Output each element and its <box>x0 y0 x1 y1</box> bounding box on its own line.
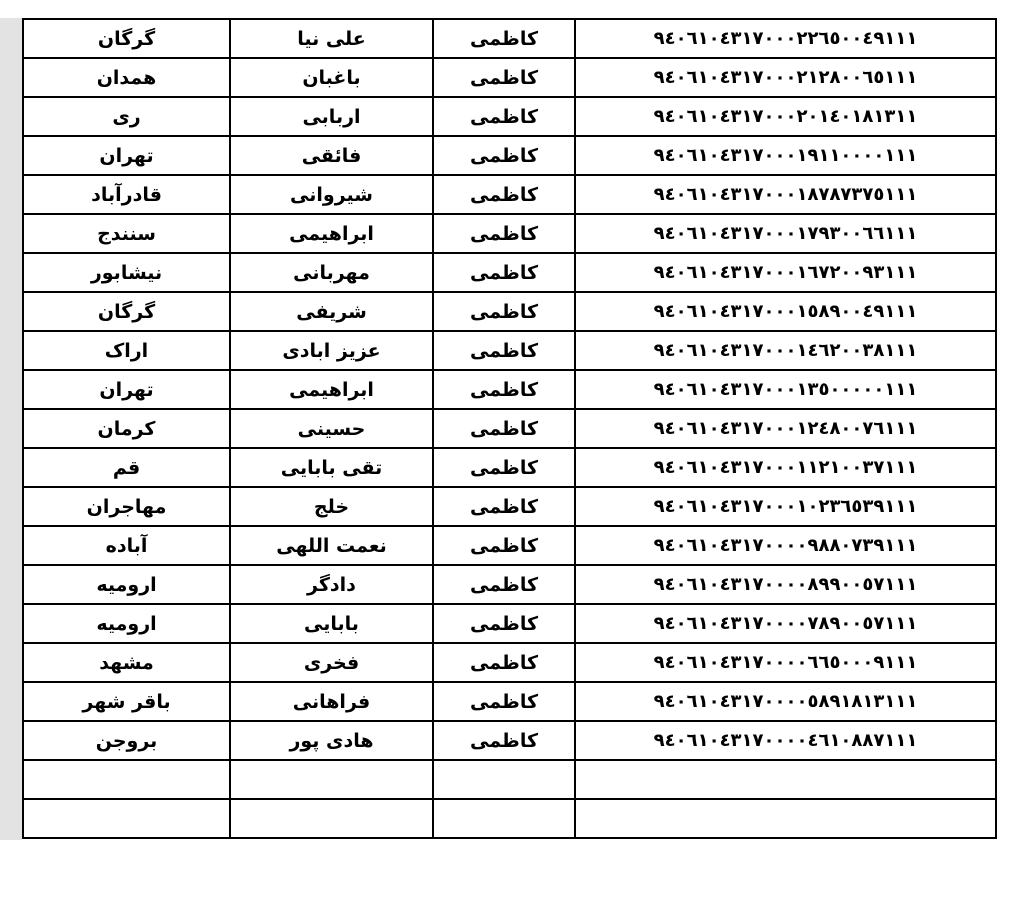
table-row <box>23 721 996 760</box>
city-cell: بروجن <box>23 721 230 760</box>
code-cell: ۹٤۰٦۱۰٤۳۱۷۰۰۰۰۸۹۹۰۰٥۷۱۱۱ <box>575 565 996 604</box>
city-cell: مهاجران <box>23 487 230 526</box>
name-cell: کاظمی <box>433 526 575 565</box>
family-cell: هادی پور <box>230 721 433 760</box>
name-cell: کاظمی <box>433 253 575 292</box>
code-cell: ۹٤۰٦۱۰٤۳۱۷۰۰۰۱۷۹۳۰۰٦٦۱۱۱ <box>575 214 996 253</box>
table-row <box>23 370 996 409</box>
city-cell: ارومیه <box>23 604 230 643</box>
city-cell: سنندج <box>23 214 230 253</box>
family-cell: فراهانی <box>230 682 433 721</box>
name-cell: کاظمی <box>433 604 575 643</box>
code-cell: ۹٤۰٦۱۰٤۳۱۷۰۰۰۰٤٦۱۰۸۸۷۱۱۱ <box>575 721 996 760</box>
family-cell: عزیز ابادی <box>230 331 433 370</box>
city-cell <box>23 760 230 799</box>
city-cell: قادرآباد <box>23 175 230 214</box>
table-row <box>23 97 996 136</box>
city-cell: نیشابور <box>23 253 230 292</box>
name-cell: کاظمی <box>433 58 575 97</box>
table-row <box>23 643 996 682</box>
code-cell: ۹٤۰٦۱۰٤۳۱۷۰۰۰۱٦۷۲۰۰۹۳۱۱۱ <box>575 253 996 292</box>
city-cell: همدان <box>23 58 230 97</box>
left-margin-strip <box>0 18 22 840</box>
table-row <box>23 526 996 565</box>
code-cell: ۹٤۰٦۱۰٤۳۱۷۰۰۰۱۰۲۳٦٥۳۹۱۱۱ <box>575 487 996 526</box>
code-cell: ۹٤۰٦۱۰٤۳۱۷۰۰۰۱۲٤۸۰۰۷٦۱۱۱ <box>575 409 996 448</box>
table-row <box>23 799 996 838</box>
table-row <box>23 58 996 97</box>
city-cell: ری <box>23 97 230 136</box>
table-row <box>23 487 996 526</box>
code-cell: ۹٤۰٦۱۰٤۳۱۷۰۰۰۱۹۱۱۰۰۰۰۱۱۱ <box>575 136 996 175</box>
family-cell <box>230 760 433 799</box>
family-cell <box>230 799 433 838</box>
name-cell: کاظمی <box>433 409 575 448</box>
table-row <box>23 214 996 253</box>
table-row <box>23 682 996 721</box>
family-cell: شریفی <box>230 292 433 331</box>
code-cell <box>575 760 996 799</box>
family-cell: فخری <box>230 643 433 682</box>
city-cell: گرگان <box>23 292 230 331</box>
code-cell: ۹٤۰٦۱۰٤۳۱۷۰۰۰۰٥۸۹۱۸۱۳۱۱۱ <box>575 682 996 721</box>
code-cell: ۹٤۰٦۱۰٤۳۱۷۰۰۰۱٤٦۲۰۰۳۸۱۱۱ <box>575 331 996 370</box>
name-cell <box>433 760 575 799</box>
records-table <box>22 18 997 839</box>
table-row <box>23 604 996 643</box>
name-cell: کاظمی <box>433 487 575 526</box>
name-cell: کاظمی <box>433 565 575 604</box>
name-cell: کاظمی <box>433 136 575 175</box>
code-cell: ۹٤۰٦۱۰٤۳۱۷۰۰۰۱۸۷۸۷۳۷٥۱۱۱ <box>575 175 996 214</box>
family-cell: باغبان <box>230 58 433 97</box>
code-cell <box>575 799 996 838</box>
table-row <box>23 175 996 214</box>
name-cell: کاظمی <box>433 331 575 370</box>
family-cell: بابایی <box>230 604 433 643</box>
city-cell: قم <box>23 448 230 487</box>
city-cell: تهران <box>23 136 230 175</box>
table-row <box>23 760 996 799</box>
family-cell: ابراهیمی <box>230 370 433 409</box>
table-row <box>23 409 996 448</box>
code-cell: ۹٤۰٦۱۰٤۳۱۷۰۰۰۱٥۸۹۰۰٤۹۱۱۱ <box>575 292 996 331</box>
city-cell: ارومیه <box>23 565 230 604</box>
family-cell: دادگر <box>230 565 433 604</box>
family-cell: مهربانی <box>230 253 433 292</box>
table-row <box>23 136 996 175</box>
name-cell <box>433 799 575 838</box>
code-cell: ۹٤۰٦۱۰٤۳۱۷۰۰۰۲۰۱٤۰۱۸۱۳۱۱ <box>575 97 996 136</box>
city-cell: کرمان <box>23 409 230 448</box>
name-cell: کاظمی <box>433 682 575 721</box>
name-cell: کاظمی <box>433 721 575 760</box>
family-cell: ابراهیمی <box>230 214 433 253</box>
table-row <box>23 565 996 604</box>
family-cell: علی نیا <box>230 19 433 58</box>
code-cell: ۹٤۰٦۱۰٤۳۱۷۰۰۰۰۹۸۸۰۷۳۹۱۱۱ <box>575 526 996 565</box>
name-cell: کاظمی <box>433 19 575 58</box>
family-cell: اربابی <box>230 97 433 136</box>
city-cell: تهران <box>23 370 230 409</box>
family-cell: شیروانی <box>230 175 433 214</box>
city-cell: باقر شهر <box>23 682 230 721</box>
family-cell: فائقی <box>230 136 433 175</box>
city-cell <box>23 799 230 838</box>
name-cell: کاظمی <box>433 370 575 409</box>
family-cell: خلج <box>230 487 433 526</box>
city-cell: مشهد <box>23 643 230 682</box>
table-row <box>23 448 996 487</box>
name-cell: کاظمی <box>433 292 575 331</box>
code-cell: ۹٤۰٦۱۰٤۳۱۷۰۰۰۲۱۲۸۰۰٦٥۱۱۱ <box>575 58 996 97</box>
name-cell: کاظمی <box>433 643 575 682</box>
table-row <box>23 19 996 58</box>
code-cell: ۹٤۰٦۱۰٤۳۱۷۰۰۰۱۱۲۱۰۰۳۷۱۱۱ <box>575 448 996 487</box>
table-row <box>23 253 996 292</box>
name-cell: کاظمی <box>433 97 575 136</box>
name-cell: کاظمی <box>433 175 575 214</box>
code-cell: ۹٤۰٦۱۰٤۳۱۷۰۰۰۰٦٦٥۰۰۰۹۱۱۱ <box>575 643 996 682</box>
name-cell: کاظمی <box>433 448 575 487</box>
family-cell: نعمت اللهی <box>230 526 433 565</box>
code-cell: ۹٤۰٦۱۰٤۳۱۷۰۰۰۰۷۸۹۰۰٥۷۱۱۱ <box>575 604 996 643</box>
family-cell: تقی بابایی <box>230 448 433 487</box>
city-cell: اراک <box>23 331 230 370</box>
code-cell: ۹٤۰٦۱۰٤۳۱۷۰۰۰۲۲٦٥۰۰٤۹۱۱۱ <box>575 19 996 58</box>
family-cell: حسینی <box>230 409 433 448</box>
code-cell: ۹٤۰٦۱۰٤۳۱۷۰۰۰۱۳٥۰۰۰۰۰۱۱۱ <box>575 370 996 409</box>
table-row <box>23 292 996 331</box>
table-row <box>23 331 996 370</box>
city-cell: آباده <box>23 526 230 565</box>
name-cell: کاظمی <box>433 214 575 253</box>
city-cell: گرگان <box>23 19 230 58</box>
